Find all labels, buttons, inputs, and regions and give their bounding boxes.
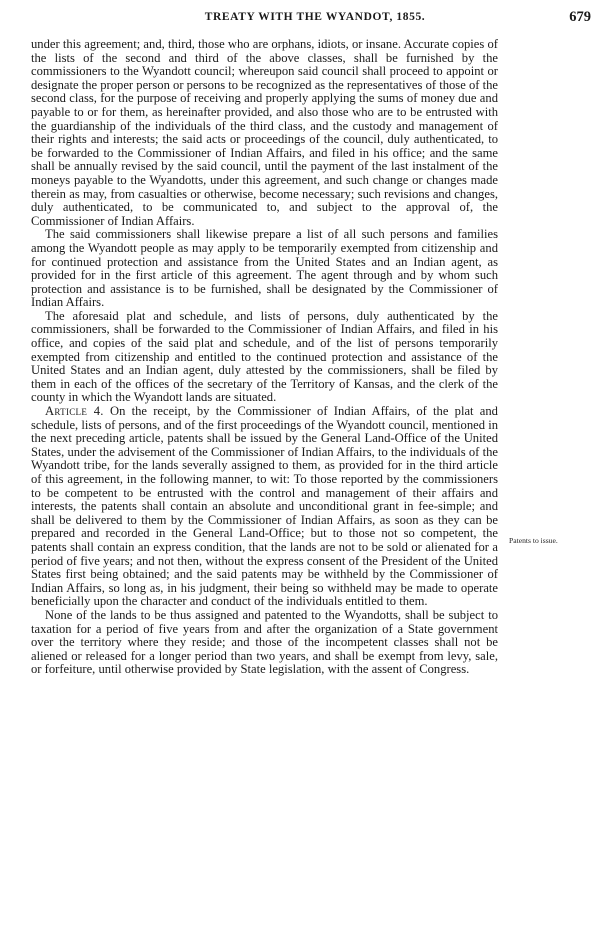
page-number: 679 (569, 9, 591, 25)
paragraph-taxation: None of the lands to be thus assigned and patented to the Wyandotts, shall be subject to taxation for a period of five years from and after the organization of a State government over the territory where they reside; and those of the incompetent classes shall not be aliened or released for a longer period than two years, and shall be exempt from levy, sale, or forfeiture, until otherwise provided by State legislation, with the assent of Congress. (31, 607, 498, 677)
running-title: TREATY WITH THE WYANDOT, 1855. (204, 11, 426, 23)
paragraph-plat-and-schedule: The aforesaid plat and schedule, and lists of persons, duly authenticated by the commissioners, shall be forwarded to the Commissioner of Indian Affairs, and filed in his office, and copies of the said plat and schedule, and of the list of persons temporarily exempted from citizenship and entitled to the continued protection and assistance of the United States and an Indian agent, duly attested by the commissioners, shall be filed by them in each of the offices of the secretary of the Territory of Kansas, and the clerk of the county in which the Wyandott lands are situated. (31, 308, 498, 405)
paragraph-article-4 (31, 405, 498, 609)
paragraph-classes-continued: under this agreement; and, third, those who are orphans, idiots, or insane. Accurate copies of the lists of the second and third of the above classes, shall be furnished by the commissioners to the Wyandott council; whereupon said council shall proceed to appoint or designate the proper person or persons to be recognized as the representatives of those of the second class, for the purpose of receiving and properly applying the sums of money due and payable to or for them, as hereinafter provided, and also those who are to be entrusted with the guardianship of the individuals of the third class, and the custody and management of their rights and interests; the said acts or proceedings of the council, duly authenticated, to be forwarded to the Commissioner of Indian Affairs, and filed in his office; and the same shall be annually revised by the said council, until the payment of the last instalment of the moneys payable to the Wyandotts, under this agreement, and such change or changes made therein as may, from casualties or otherwise, become necessary; such revisions and changes, duly authenticated, to be communicated to, and subject to the approval of, the Commissioner of Indian Affairs. (31, 37, 498, 228)
article-4-label: Article 4. (45, 404, 104, 419)
article-4-text: On the receipt, by the Commissioner of Indian Affairs, of the plat and schedule, lists of persons, and of the first proceedings of the Wyandott council, mentioned in the next preceding article, patents shall be issued by the General Land-Office of the United States, under the advisement of the Commissioner of Indian Affairs, to the individuals of the Wyandott tribe, for the lands severally assigned to them, as provided for in the third article of this agreement, in the following manner, to wit: To those reported by the commissioners to be competent to be entrusted with the control and management of their affairs and interests, the patents shall contain an absolute and unconditional grant in fee-simple; and shall be delivered to them by the Commissioner of Indian Affairs, as soon as they can be prepared and recorded in the General Land-Office; but to those not so competent, the patents shall contain an express condition, that the lands are not to be sold or alienated for a period of five years; and not then, without the express consent of the President of the United States first being obtained; and the said patents may be withheld by the Commissioner of Indian Affairs, so long as, in his judgment, their being so withheld may be made to operate beneficially upon the character and conduct of the individuals entitled to them. (31, 404, 498, 609)
running-head (30, 9, 595, 31)
paragraph-exemption-list: The said commissioners shall likewise prepare a list of all such persons and families among the Wyandott people as may apply to be temporarily exempted from citizenship and for continued protection and assistance from the United States and an Indian agent, as provided for in the first article of this agreement. The agent through and by whom such protection and assistance is to be furnished, shall be designated by the Commissioner of Indian Affairs. (31, 227, 498, 310)
body-text (31, 38, 498, 677)
margin-note: Patents to issue. (509, 536, 558, 545)
